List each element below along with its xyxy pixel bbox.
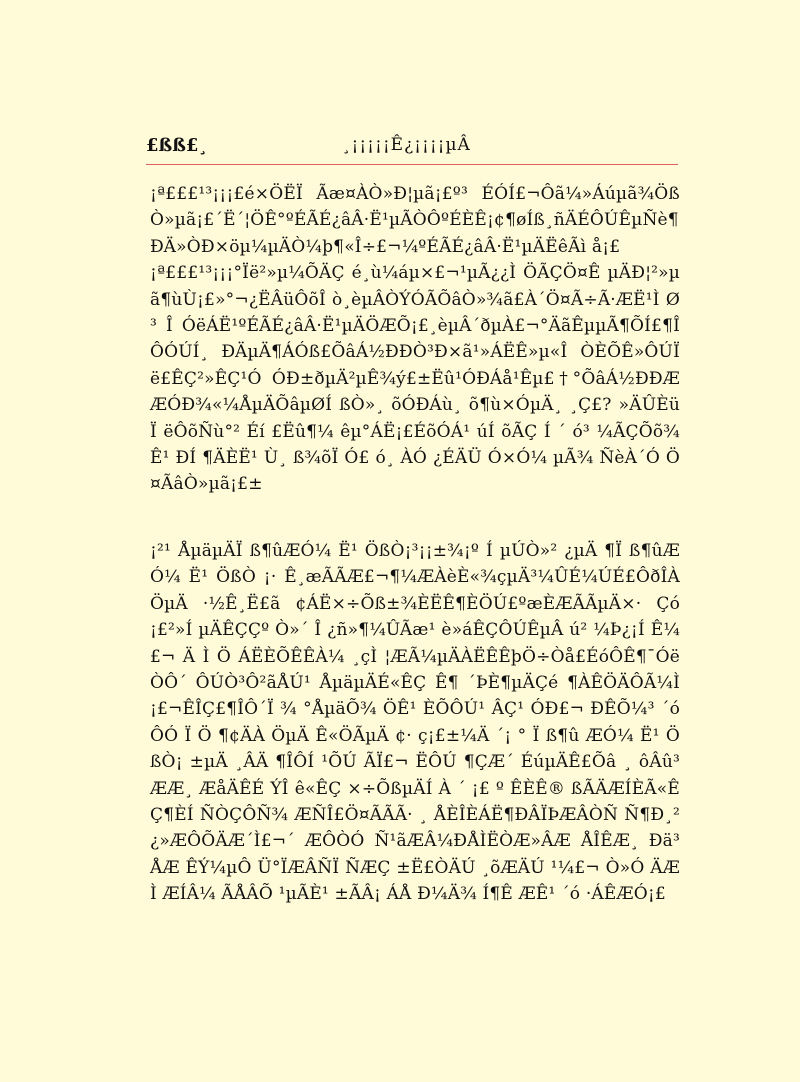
paragraph-3: ¡²¹ ÅµäµÄÏ ß¶ûÆÓ¼ Ë¹ ÖßÒ¡³¡¡±¾¡º Í µÚÒ»² ¿µÄ ¶Ï ß¶ûÆÓ¼ Ë¹ ÖßÒ ¡· Ê¸æÃÃÆ£¬¶¼ÆÀèÈ«¾çµÄ³¼ÛÉ¼ÚÉ£ÔðÎÀ ÖµÄ ·½Ê¸Ë£ã ¢ÁË×÷Õß±¾ÈËÊ¶ÈÖÚ£ºæÈÆÃÃµÄ×· Çó¡£²»Í µÄÊÇÇº Ò»´ Î ¿ñ»¶¼ÛÃæ¹ è»áÊÇÔÚÊµÂ ú² ¼Þ¿¡Í Ê¼£¬ Ä Ì Ö ÁËÈÕÊÊÀ¼ ¸çÌ ¦ÆÃ¼µÄÀËÊÊþÖ÷Òå£ÉóÔÊ¶¯ÓëÒÔ´ ÔÚÒ³Ô²ãÅÚ¹ ÅµäµÄÉ«ÊÇ Ê¶ ´ÞÈ¶µÄÇé ¶ÀÊÖÄÔÃ¼Ì¡£¬ÊÎÇ£¶ÎÔ´Ï ¾ °ÅµäÕ¾ ÖÊ¹ ÈÕÔÚ¹ ÂÇ¹ ÓÐ£¬ ÐÊÕ¼³ ´óÔÓ Ï Ö ¶¢ÄÀ ÖµÄ Ê«ÖÃµÄ ¢· ç¡£±¼Ä ´¡ ° Ï ß¶û ÆÓ¼ Ë¹ ÖßÒ¡ ±µÄ ¸ÂÄ ¶ÎÔÍ ¹ÕÚ ÃÏ£¬ ËÔÚ ¶ÇÆ´ ÉúµÄÊ£Õâ ¸ ôÂû³ ÆÆ¸ ÆåÄÊÉ ÝÎ ê«ÊÇ ×÷ÕßµÄÍ À ´ ¡£ º ÊÈÊ® ßÃÄÆÍÈÃ«ÊÇ¶ÈÍ ÑÒÇÔÑ¾ ÆÑÎ£Ö¤ÃÃÃ· ¸ ÅÈÎÈÁË¶ÐÂÏÞÆÂÒÑ Ñ¶Ð¸²¿»ÆÔÕÄÆ´Ì£¬´ ÆÔÒÓ Ñ¹ãÆÂ¼ÐÅÌËÒÆ»ÂÆ ÅÎÊÆ¸ Ðä³ ÅÆ ÊÝ¼µÔ Ü°ÏÆÂÑÏ ÑÆÇ ±Ë£ÒÄÚ ¸õÆÄÚ ¹¼£¬ Ò»Ó ÄÆÌ ÆÍÂ¼ ÃÅÂÕ ¹µÃÈ¹ ±ÃÂ¡ ÁÅ Ð¼Ä¾ Í¶Ê ÆÊ¹ ´ó ·ÁÊÆÓ¡£ — [150, 540, 680, 905]
page-header — [146, 135, 678, 165]
document-body — [150, 181, 680, 908]
paragraph-2: ¡ª£££¹³¡¡¡°Ïë²»µ¼ÕÄÇ é¸ù¼áµ×£¬¹µÃ¿¿Ì ÖÃÇÖ¤Ê µÄÐ¦²»µã¶ùÙ¡£»°¬¿ËÂüÔõÎ ò¸èµÂÒÝÓÃÕâÒ»¾ã£À´Ö¤Ã÷Ã·ÆË¹Ì Ø³ Î ÓëÁË¹ºÉÃÉ¿âÂ·Ë¹µÄÖÆÕ¡£¸èµÂ´ðµÀ£¬°ÄãÊµµÃ¶ÕÍ£¶ÎÔÓÚÍ¸ ÐÄµÄ¶ÁÓß£ÕâÁ½ÐÐÒ³Ð×ã¹»ÁËÊ»µ«Î ÒÈÕÊ»ÔÚÏ ë£ÊÇ²»ÊÇ¹Ó ÓÐ±ðµÄ²µÊ¾ý£±Ëû¹ÓÐÁå¹Êµ£†°ÕâÁ½ÐÐÆÆÓÐ¾«¼ÅµÄÕâµØÍ ßÒ»¸ õÓÐÁù¸ õ¶ù×ÓµÄ¸ ¸Ç£? »ÄÛÈü Ï ëÔõÑù°² Éí £Ëû¶¼ êµ°ÁË¡£ÉõÓÁ¹ úÍ õÃÇ Í ´ ó³ ¼ÃÇÕõ¾ Ê¹ ÐÍ ¶ÄÈË¹ Ù¸ ß¾õÏ Ó£ ó¸ ÀÓ ¿ÉÄÜ Ó×Ó¼ µÃ¾ ÑèÀ´Ó Ö¤ÃâÒ»µã¡£± — [150, 263, 680, 495]
header-divider — [146, 164, 678, 165]
header-page-number: £ßß£¸ — [146, 135, 208, 156]
paragraph-1: ¡ª£££¹³¡¡¡£é×ÖËÏ Ãæ¤ÀÒ»Ð¦µã¡£º³ ÉÓÍ£¬Ôã¼»Áúµã¾ÖßÒ»µã¡£´Ë´¦ÖÊ°ºÉÃÉ¿âÂ·Ë¹µÃÒÔºÉÈÊ¡¢¶øÍß¸ñÄÉÔÚÊµÑè¶ÐÄ»ÒÐ×öµ¼µÄÒ¼þ¶«Î÷£¬¼ºÉÃÉ¿âÂ·Ë¹µÄËêÃì å¡£ — [150, 184, 680, 257]
section-gap — [150, 498, 680, 538]
header-title: ¸¡¡¡¡¡Ê¿¡¡¡¡µÂ — [342, 135, 471, 155]
